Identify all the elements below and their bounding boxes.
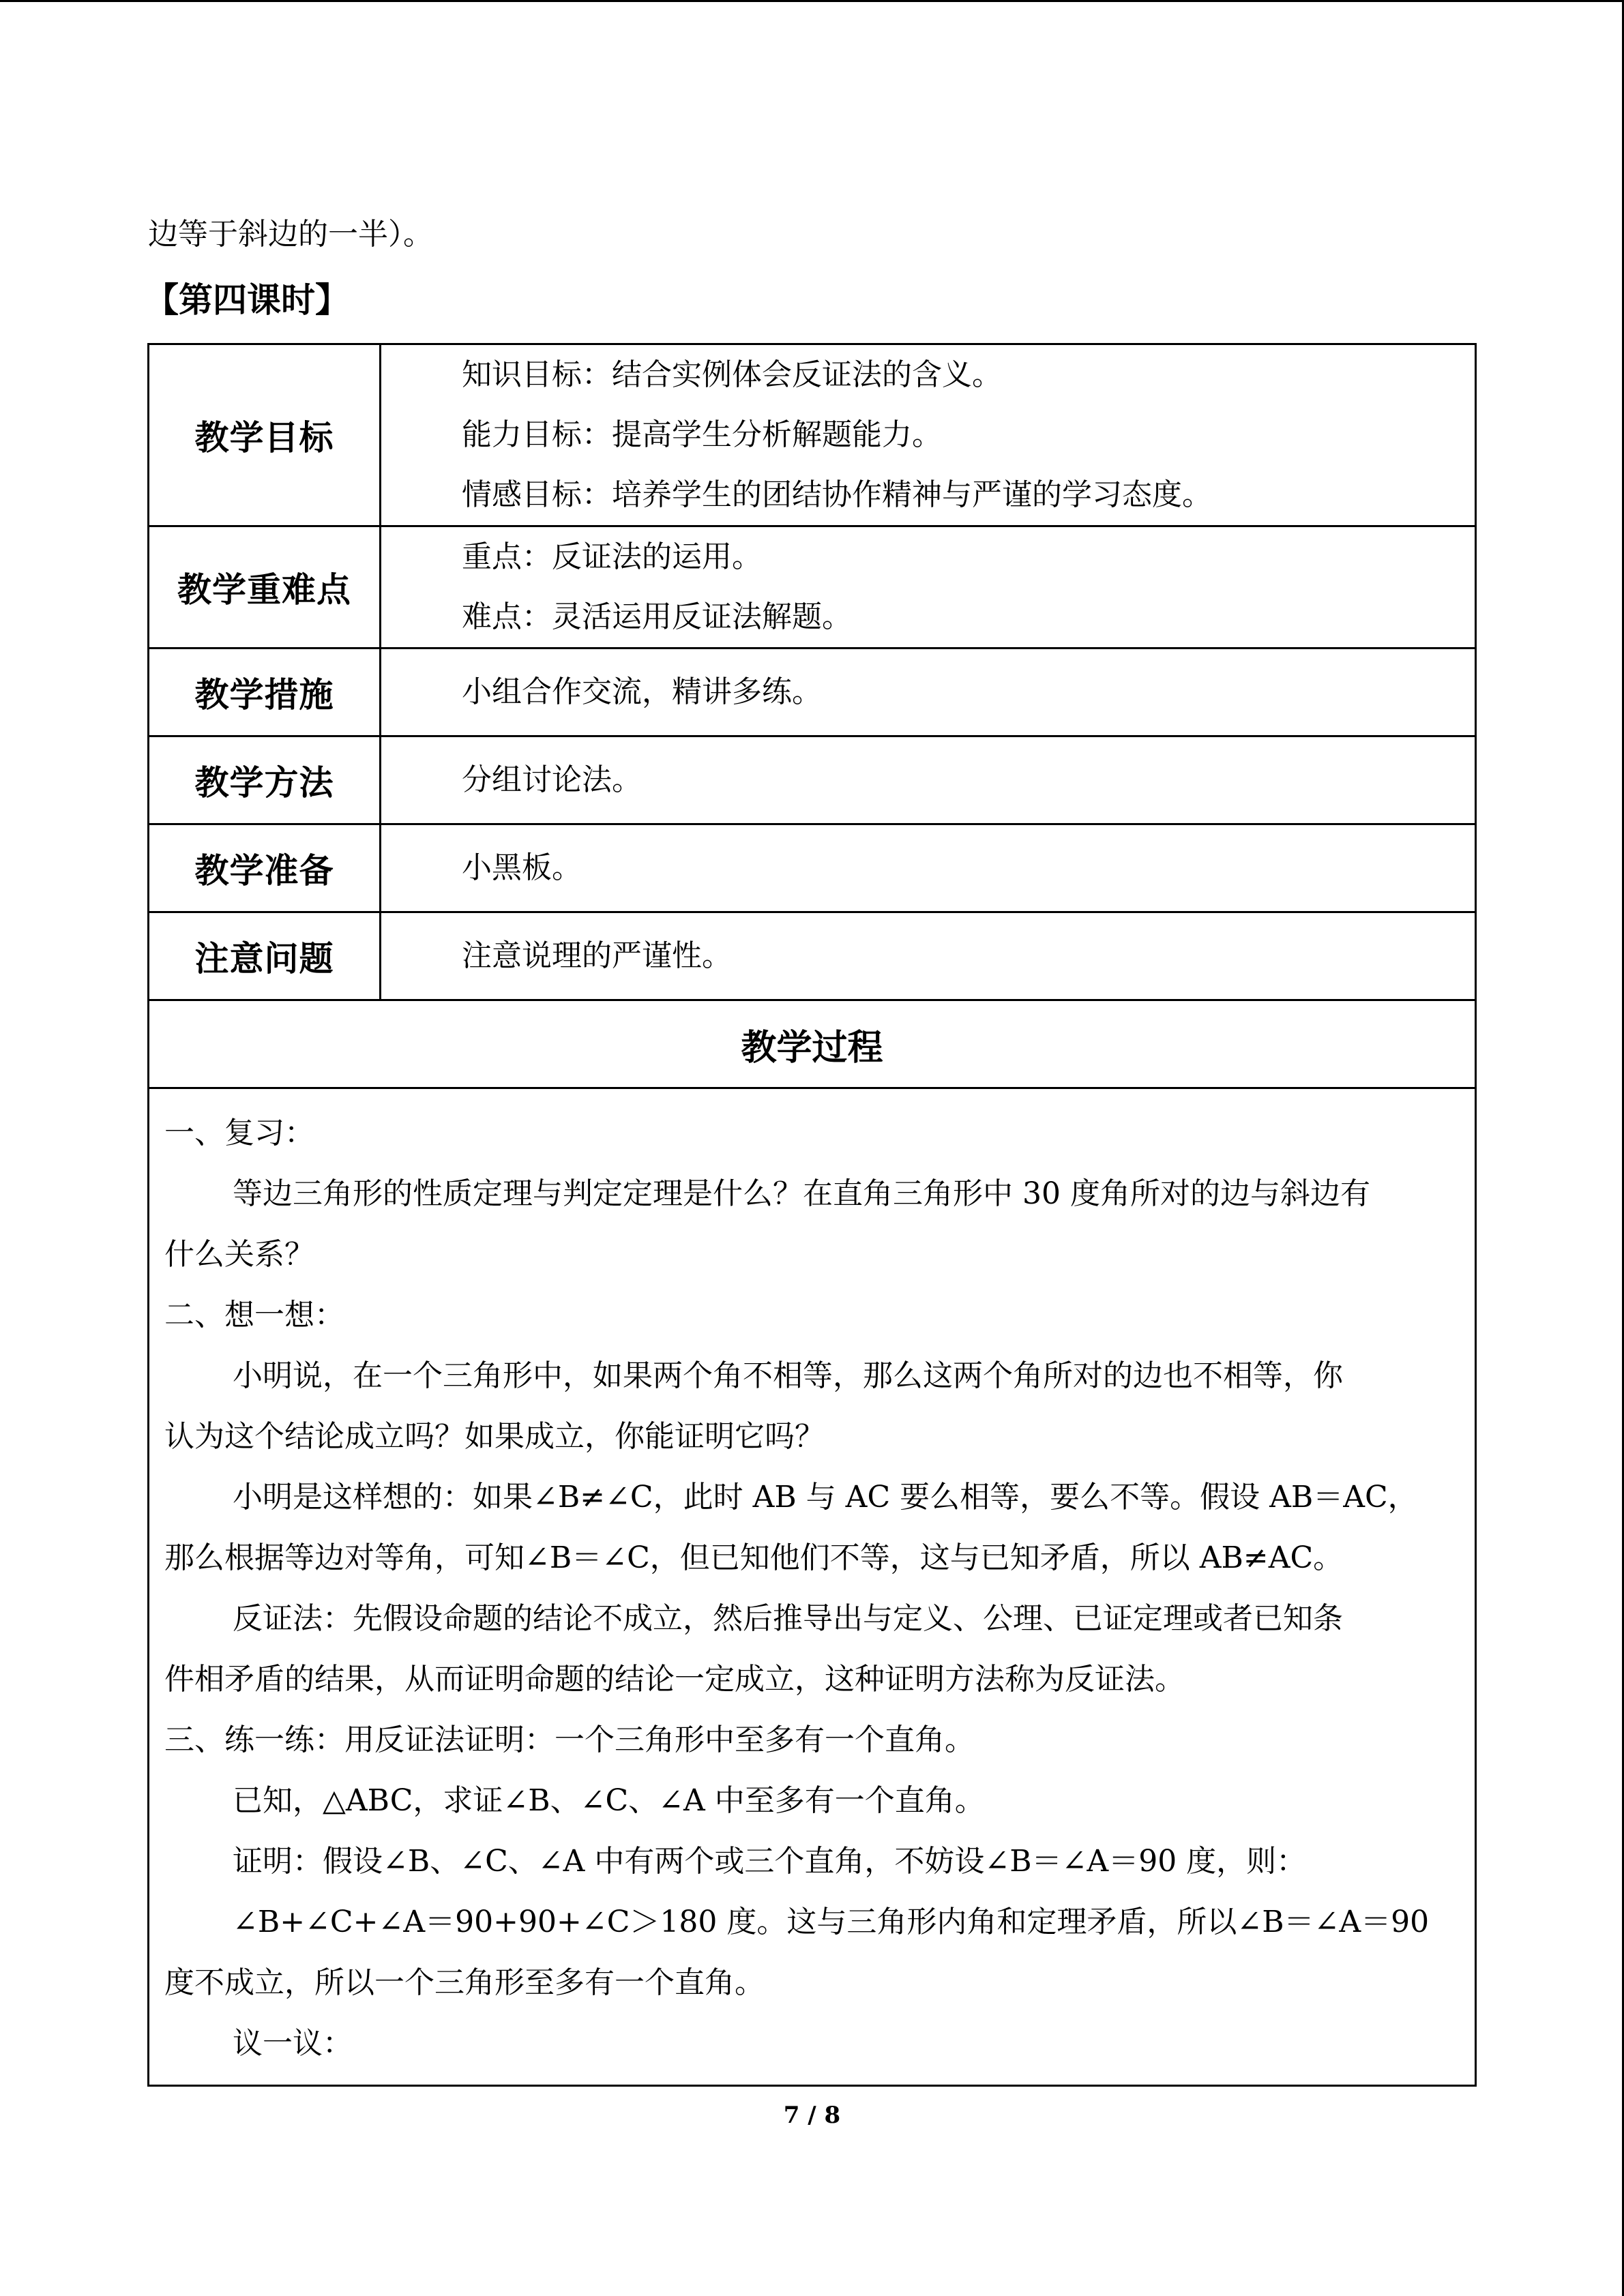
page-top-border — [0, 0, 1624, 2]
process-line: 议一议： — [233, 2026, 353, 2061]
table-row — [149, 736, 1476, 824]
row-label: 教学重难点 — [149, 526, 381, 648]
process-line: 那么根据等边对等角，可知∠B＝∠C，但已知他们不等，这与已知矛盾，所以 AB≠AC。 — [164, 1540, 1344, 1575]
row-label: 注意问题 — [149, 912, 381, 1000]
process-body — [149, 1088, 1476, 2086]
row-label: 教学方法 — [149, 736, 381, 824]
process-line: 一、复习： — [164, 1116, 314, 1150]
content-line: 知识目标：结合实例体会反证法的含义。 — [462, 357, 1002, 392]
content-line: 小黑板。 — [462, 850, 582, 885]
content-line: 重点：反证法的运用。 — [462, 539, 762, 574]
content-line: 情感目标：培养学生的团结协作精神与严谨的学习态度。 — [462, 477, 1212, 512]
table-row — [149, 344, 1476, 526]
continuation-text: 边等于斜边的一半）。 — [148, 217, 433, 252]
content-line: 分组讨论法。 — [462, 762, 642, 797]
row-content — [381, 824, 1476, 912]
table-row — [149, 526, 1476, 648]
process-title: 教学过程 — [149, 1000, 1476, 1088]
process-line: 反证法：先假设命题的结论不成立，然后推导出与定义、公理、已证定理或者已知条 — [233, 1601, 1343, 1636]
process-line: 等边三角形的性质定理与判定定理是什么？在直角三角形中 30 度角所对的边与斜边有 — [233, 1176, 1370, 1211]
table-row — [149, 648, 1476, 736]
row-content — [381, 526, 1476, 648]
table-row — [149, 912, 1476, 1000]
process-line: 认为这个结论成立吗？如果成立，你能证明它吗？ — [164, 1419, 825, 1454]
row-content — [381, 648, 1476, 736]
row-label: 教学准备 — [149, 824, 381, 912]
process-line: 证明：假设∠B、∠C、∠A 中有两个或三个直角，不妨设∠B＝∠A＝90 度，则： — [233, 1844, 1307, 1879]
section-heading: 【第四课时】 — [145, 280, 349, 320]
table-row — [149, 824, 1476, 912]
process-line: 二、想一想： — [164, 1298, 344, 1332]
process-line: 三、练一练：用反证法证明：一个三角形中至多有一个直角。 — [164, 1723, 975, 1757]
lesson-plan-table — [147, 343, 1477, 2087]
row-content — [381, 912, 1476, 1000]
table-row — [149, 1000, 1476, 1088]
row-label: 教学目标 — [149, 344, 381, 526]
table-row — [149, 1088, 1476, 2086]
process-line: 小明是这样想的：如果∠B≠∠C，此时 AB 与 AC 要么相等，要么不等。假设 AB＝AC， — [233, 1480, 1418, 1515]
page-number: 7 / 8 — [783, 2102, 841, 2129]
content-line: 小组合作交流，精讲多练。 — [462, 674, 822, 709]
process-line: 小明说，在一个三角形中，如果两个角不相等，那么这两个角所对的边也不相等，你 — [233, 1358, 1343, 1393]
row-content — [381, 736, 1476, 824]
process-line: ∠B+∠C+∠A＝90+90+∠C＞180 度。这与三角形内角和定理矛盾，所以∠B＝∠A＝90 — [233, 1905, 1430, 1939]
content-line: 难点：灵活运用反证法解题。 — [462, 599, 852, 634]
content-line: 能力目标：提高学生分析解题能力。 — [462, 417, 942, 452]
content-line: 注意说理的严谨性。 — [462, 938, 732, 973]
process-line: 什么关系？ — [164, 1237, 314, 1272]
process-line: 度不成立，所以一个三角形至多有一个直角。 — [164, 1965, 765, 2000]
process-line: 已知，△ABC，求证∠B、∠C、∠A 中至多有一个直角。 — [233, 1783, 985, 1818]
process-line: 件相矛盾的结果，从而证明命题的结论一定成立，这种证明方法称为反证法。 — [164, 1662, 1185, 1697]
row-label: 教学措施 — [149, 648, 381, 736]
row-content — [381, 344, 1476, 526]
